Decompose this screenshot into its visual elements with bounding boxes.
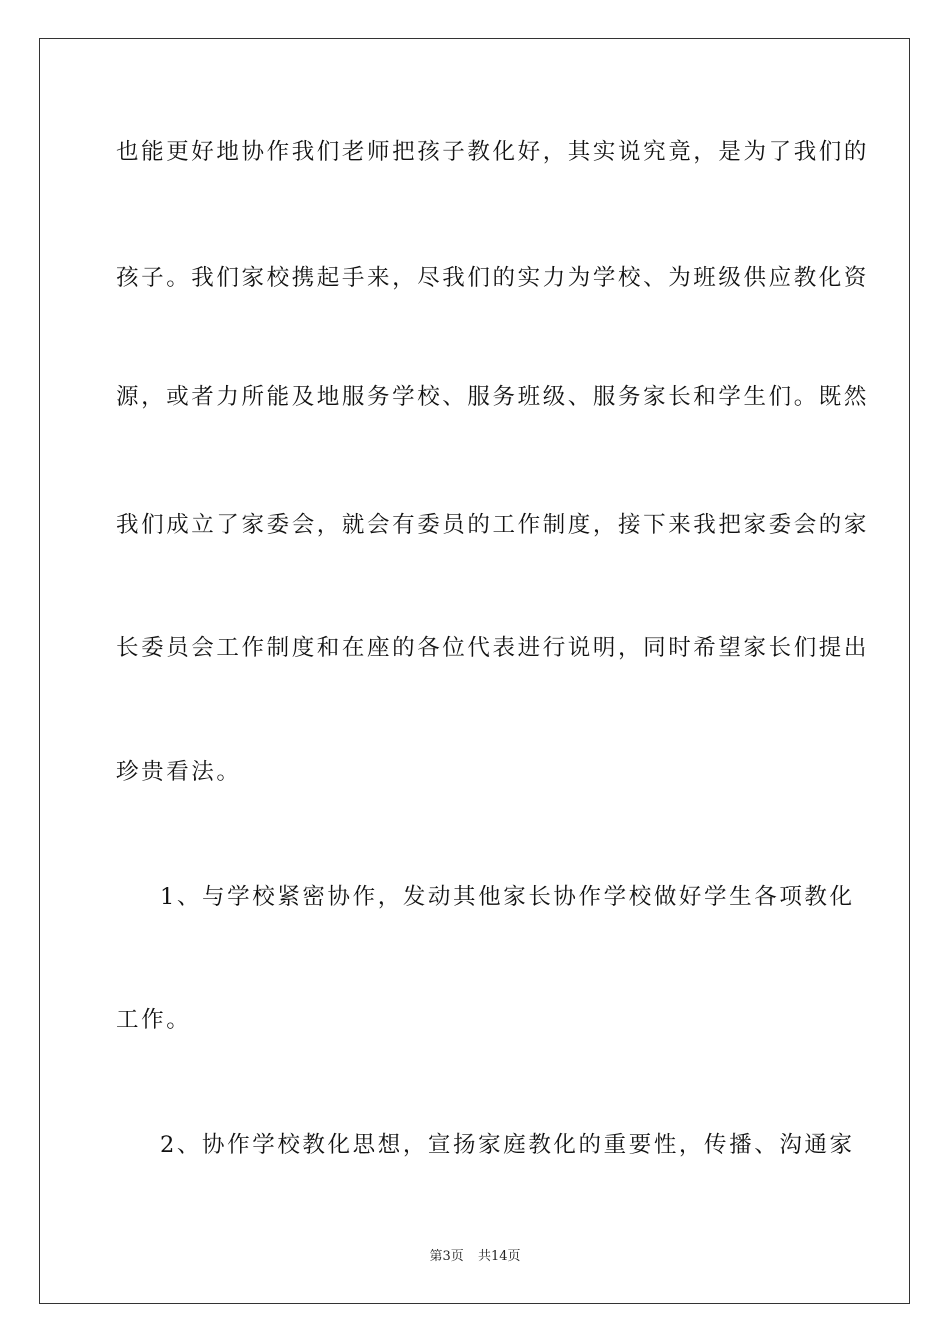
paragraph-line: 也能更好地协作我们老师把孩子教化好，其实说究竟，是为了我们的 [116, 139, 870, 165]
paragraph-line: 珍贵看法。 [116, 759, 242, 785]
paragraph-line: 我们成立了家委会，就会有委员的工作制度，接下来我把家委会的家 [116, 512, 870, 538]
page-border [39, 38, 910, 1304]
list-item-line: 2、协作学校教化思想，宣扬家庭教化的重要性，传播、沟通家 [160, 1132, 855, 1158]
paragraph-line: 孩子。我们家校携起手来，尽我们的实力为学校、为班级供应教化资 [116, 265, 870, 291]
list-item-line: 工作。 [116, 1007, 192, 1033]
paragraph-line: 源，或者力所能及地服务学校、服务班级、服务家长和学生们。既然 [116, 384, 870, 410]
page-total: 共14页 [477, 1249, 521, 1264]
page-footer [0, 1248, 950, 1266]
paragraph-line: 长委员会工作制度和在座的各位代表进行说明，同时希望家长们提出 [116, 635, 870, 661]
list-item-line: 1、与学校紧密协作，发动其他家长协作学校做好学生各项教化 [160, 884, 855, 910]
page-number: 第3页 [429, 1249, 464, 1264]
